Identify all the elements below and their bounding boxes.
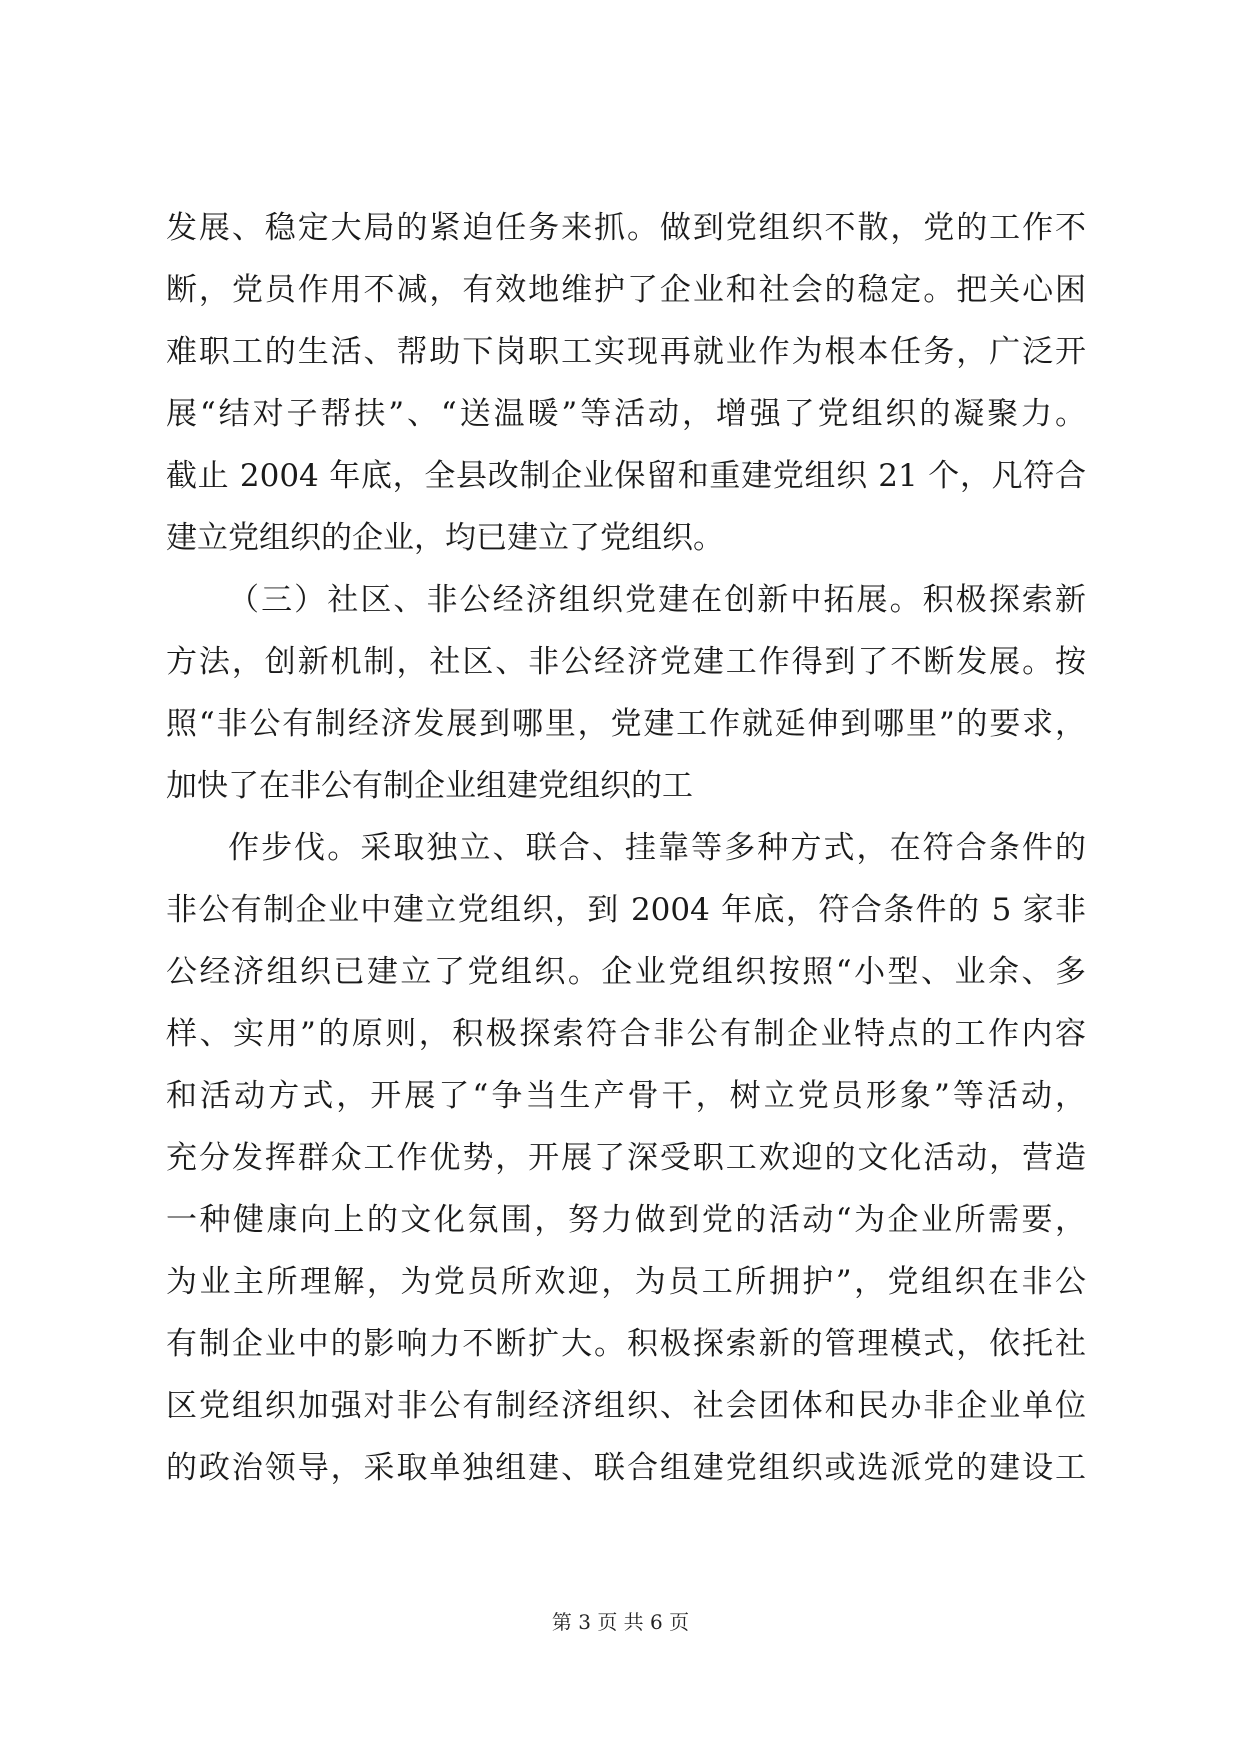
- body-text-line: 难职工的生活、帮助下岗职工实现再就业作为根本任务，广泛开: [166, 334, 1086, 370]
- body-text-line: 充分发挥群众工作优势，开展了深受职工欢迎的文化活动，营造: [166, 1140, 1086, 1176]
- body-text-line: 截止 2004 年底，全县改制企业保留和重建党组织 21 个，凡符合: [166, 458, 1086, 494]
- body-text-line: 样、实用”的原则，积极探索符合非公有制企业特点的工作内容: [166, 1016, 1086, 1052]
- body-text-line: 展“结对子帮扶”、“送温暖”等活动，增强了党组织的凝聚力。: [166, 396, 1086, 432]
- body-text-line: 建立党组织的企业，均已建立了党组织。: [166, 520, 724, 556]
- body-text-line: 发展、稳定大局的紧迫任务来抓。做到党组织不散，党的工作不: [166, 210, 1086, 246]
- body-text-line: 区党组织加强对非公有制经济组织、社会团体和民办非企业单位: [166, 1388, 1086, 1424]
- body-text-line: 加快了在非公有制企业组建党组织的工: [166, 768, 693, 804]
- body-text-line: 一种健康向上的文化氛围，努力做到党的活动“为企业所需要，: [166, 1202, 1086, 1238]
- body-text-line: 公经济组织已建立了党组织。企业党组织按照“小型、业余、多: [166, 954, 1086, 990]
- body-text-line: 方法，创新机制，社区、非公经济党建工作得到了不断发展。按: [166, 644, 1086, 680]
- body-text-line: 照“非公有制经济发展到哪里，党建工作就延伸到哪里”的要求，: [166, 706, 1086, 742]
- body-text-line: 的政治领导，采取单独组建、联合组建党组织或选派党的建设工: [166, 1450, 1086, 1486]
- page-number-footer: 第 3 页 共 6 页: [551, 1610, 690, 1634]
- body-text-line: 非公有制企业中建立党组织，到 2004 年底，符合条件的 5 家非: [166, 892, 1086, 928]
- body-text-line: 为业主所理解，为党员所欢迎，为员工所拥护”，党组织在非公: [166, 1264, 1086, 1300]
- body-text-line: 断，党员作用不减，有效地维护了企业和社会的稳定。把关心困: [166, 272, 1086, 308]
- body-text-line: 作步伐。采取独立、联合、挂靠等多种方式，在符合条件的: [228, 830, 1086, 866]
- section-heading-line: （三）社区、非公经济组织党建在创新中拓展。积极探索新: [228, 582, 1086, 618]
- body-text-line: 有制企业中的影响力不断扩大。积极探索新的管理模式，依托社: [166, 1326, 1086, 1362]
- body-text-line: 和活动方式，开展了“争当生产骨干，树立党员形象”等活动，: [166, 1078, 1086, 1114]
